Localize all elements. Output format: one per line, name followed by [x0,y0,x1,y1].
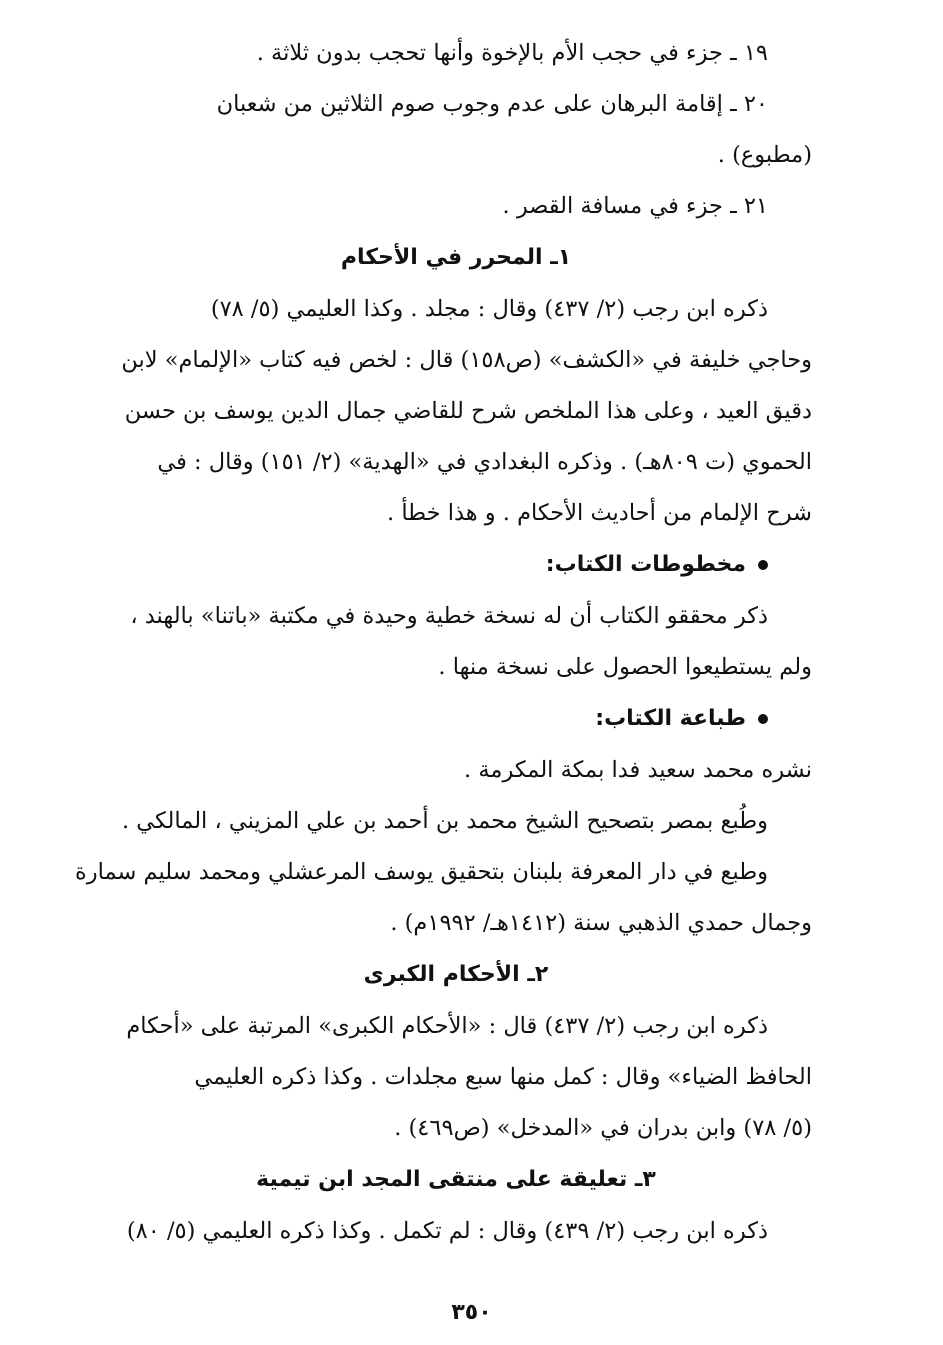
manuscripts-line-1: ذكر محققو الكتاب أن له نسخة خطية وحيدة في مكتبة «باتنا» بالهند ، [130,603,768,629]
page-body [74,28,812,1257]
section-2-line-2: الحافظ الضياء» وقال : كمل منها سبع مجلدات . وكذا ذكره العليمي [194,1064,812,1090]
section-2-line-3: (٥/ ٧٨) وابن بدران في «المدخل» (ص٤٦٩) . [394,1115,812,1141]
list-item-20: ٢٠ ـ إقامة البرهان على عدم وجوب صوم الثلاثين من شعبان [216,91,768,117]
list-item-19: ١٩ ـ جزء في حجب الأم بالإخوة وأنها تحجب بدون ثلاثة . [256,40,768,66]
manuscripts-heading-text: مخطوطات الكتاب: [545,552,746,577]
printing-heading-text: طباعة الكتاب: [595,706,746,731]
printing-line-3: وطبع في دار المعرفة بلبنان بتحقيق يوسف المرعشلي ومحمد سليم سمارة [74,859,768,885]
section-1-line-1: ذكره ابن رجب (٢/ ٤٣٧) وقال : مجلد . وكذا العليمي (٥/ ٧٨) [210,296,768,322]
page-number: ٣٥٠ [451,1300,492,1325]
section-2-line-1: ذكره ابن رجب (٢/ ٤٣٧) قال : «الأحكام الكبرى» المرتبة على «أحكام [126,1013,768,1039]
printing-heading [100,693,812,745]
section-1-line-3: دقيق العيد ، وعلى هذا الملخص شرح للقاضي جمال الدين يوسف بن حسن [124,398,812,424]
section-1-line-5: شرح الإلمام من أحاديث الأحكام . و هذا خطأ . [387,500,812,526]
section-3-title: ٣ـ تعليقة على منتقى المجد ابن تيمية [256,1167,656,1192]
section-1-line-4: الحموي (ت ٨٠٩هـ) . وذكره البغدادي في «الهدية» (٢/ ١٥١) وقال : في [157,449,812,475]
manuscripts-heading [100,539,812,591]
printing-line-1: نشره محمد سعيد فدا بمكة المكرمة . [464,757,812,783]
bullet-icon [758,560,768,570]
list-item-21: ٢١ ـ جزء في مسافة القصر . [502,193,768,219]
list-item-20-continuation: (مطبوع) . [717,142,812,168]
section-3-line-1: ذكره ابن رجب (٢/ ٤٣٩) وقال : لم تكمل . وكذا ذكره العليمي (٥/ ٨٠) [126,1218,768,1244]
section-1-line-2: وحاجي خليفة في «الكشف» (ص١٥٨) قال : لخص فيه كتاب «الإلمام» لابن [121,347,812,373]
printing-line-2: وطُبع بمصر بتصحيح الشيخ محمد بن أحمد بن علي المزيني ، المالكي . [122,808,768,834]
printing-line-4: وجمال حمدي الذهبي سنة (١٤١٢هـ/ ١٩٩٢م) . [390,910,812,936]
manuscripts-line-2: ولم يستطيعوا الحصول على نسخة منها . [438,654,812,680]
section-2-title: ٢ـ الأحكام الكبرى [363,962,549,987]
section-1-title: ١ـ المحرر في الأحكام [340,245,572,270]
bullet-icon [758,714,768,724]
